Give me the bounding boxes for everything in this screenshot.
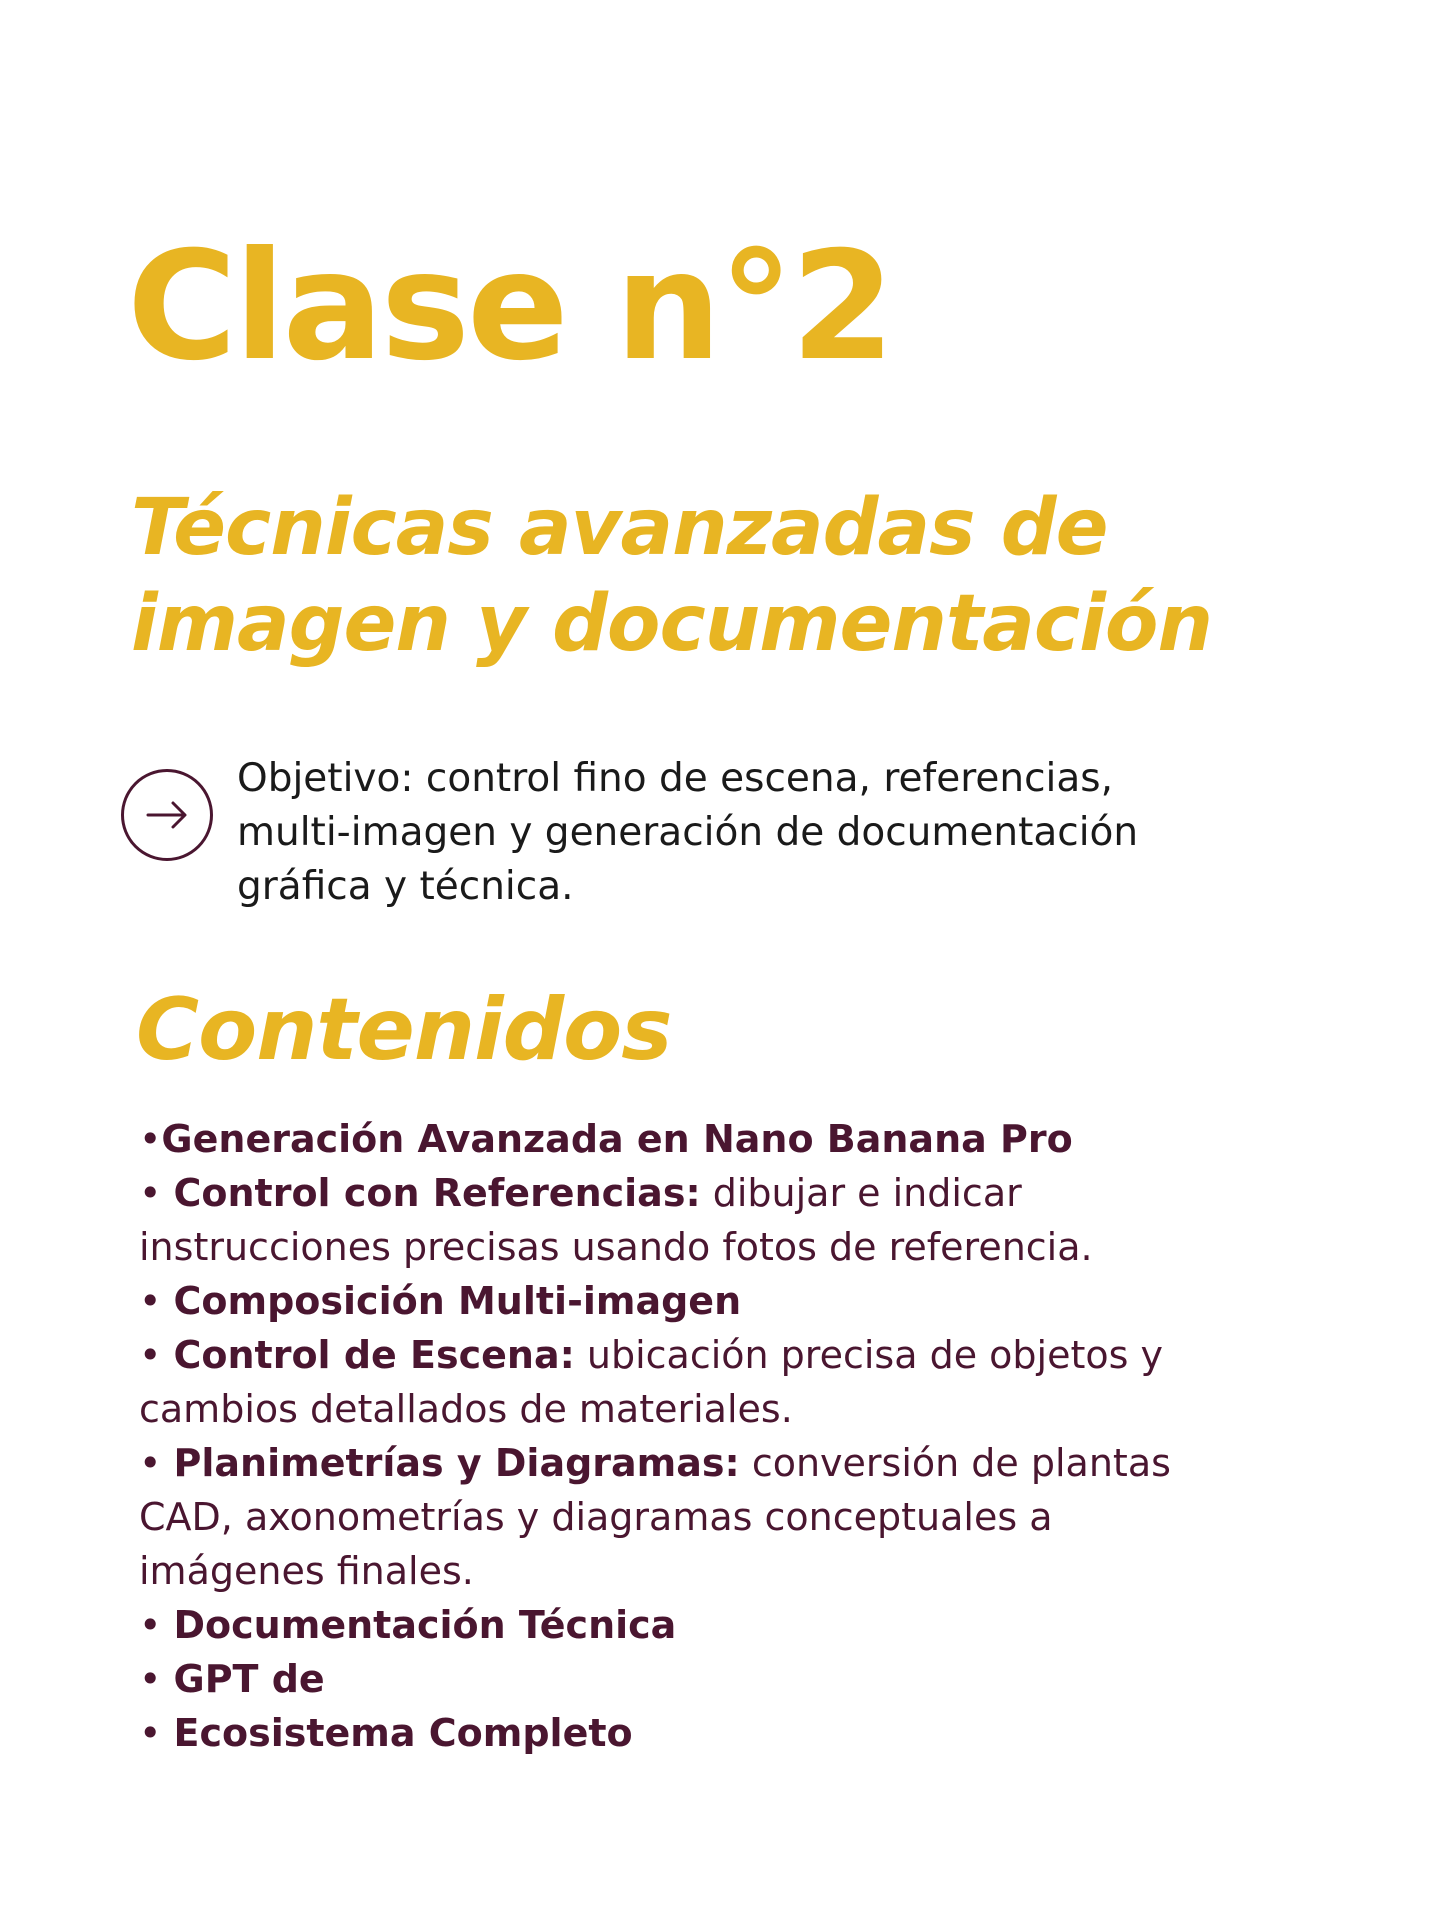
list-item <box>139 1436 1171 1598</box>
page-subtitle <box>131 480 1212 672</box>
objective-line-2: multi-imagen y generación de documentación <box>237 810 1139 855</box>
list-item-title: Control con Referencias: <box>173 1171 701 1215</box>
list-item-description-cont: cambios detallados de materiales. <box>139 1387 793 1431</box>
list-item <box>139 1706 1171 1760</box>
bullet: • <box>139 1117 162 1161</box>
list-item-title: Ecosistema Completo <box>173 1711 633 1755</box>
list-item <box>139 1112 1171 1166</box>
list-item-description-cont: CAD, axonometrías y diagramas conceptuales a <box>139 1495 1053 1539</box>
contents-heading: Contenidos <box>136 980 672 1080</box>
bullet: • <box>139 1171 174 1215</box>
list-item <box>139 1328 1171 1436</box>
list-item-description-cont: instrucciones precisas usando fotos de referencia. <box>139 1225 1093 1269</box>
list-item-title: Generación Avanzada en Nano Banana Pro <box>161 1117 1073 1161</box>
list-item-description: ubicación precisa de objetos y <box>574 1333 1163 1377</box>
contents-list <box>139 1112 1171 1760</box>
list-item-description: dibujar e indicar <box>700 1171 1022 1215</box>
bullet: • <box>139 1279 174 1323</box>
objective-text <box>237 752 1138 914</box>
list-item-title: Composición Multi-imagen <box>173 1279 742 1323</box>
bullet: • <box>139 1711 174 1755</box>
objective-line-1: Objetivo: control fino de escena, referencias, <box>237 756 1113 801</box>
list-item-title: Control de Escena: <box>173 1333 575 1377</box>
list-item-description: conversión de plantas <box>739 1441 1171 1485</box>
list-item-title: GPT de <box>173 1657 325 1701</box>
bullet: • <box>139 1603 174 1647</box>
list-item <box>139 1274 1171 1328</box>
list-item-title: Planimetrías y Diagramas: <box>173 1441 740 1485</box>
bullet: • <box>139 1333 174 1377</box>
list-item <box>139 1166 1171 1274</box>
list-item <box>139 1652 1171 1706</box>
subtitle-line-2: imagen y documentación <box>131 579 1212 669</box>
page-title: Clase n°2 <box>127 220 893 394</box>
subtitle-line-1: Técnicas avanzadas de <box>131 483 1108 573</box>
list-item-description-cont: imágenes finales. <box>139 1549 474 1593</box>
bullet: • <box>139 1441 174 1485</box>
objective-line-3: gráfica y técnica. <box>237 864 574 909</box>
list-item <box>139 1598 1171 1652</box>
bullet: • <box>139 1657 174 1701</box>
list-item-title: Documentación Técnica <box>173 1603 677 1647</box>
arrow-right-circle-icon <box>120 768 214 862</box>
